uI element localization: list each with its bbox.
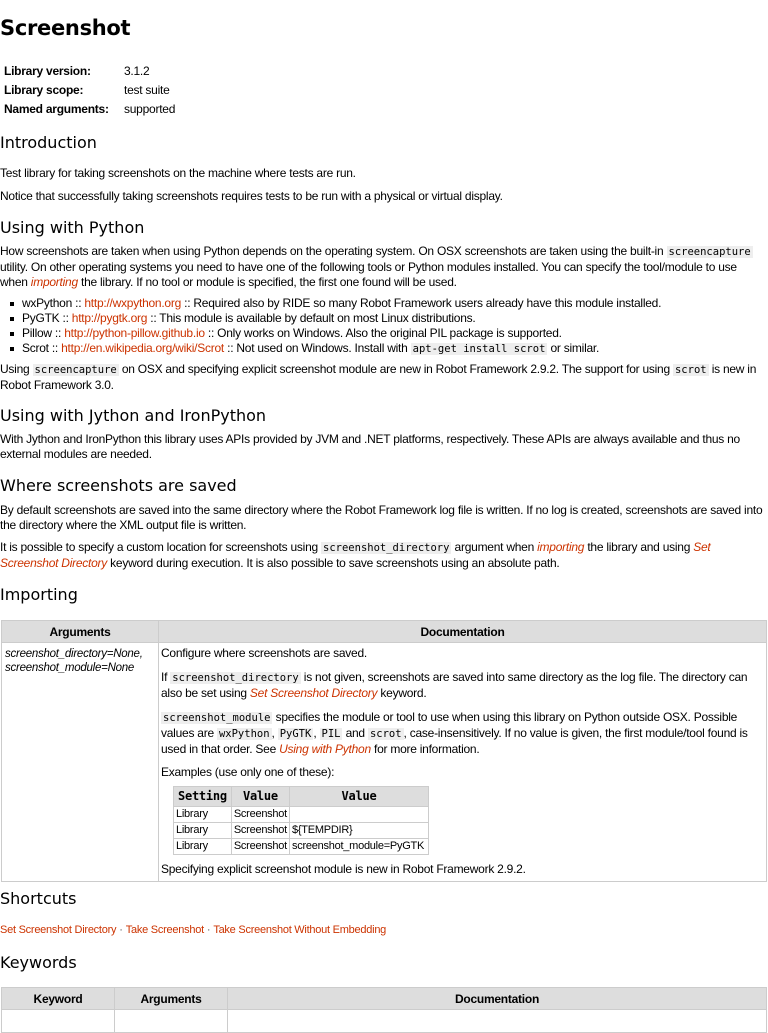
column-header-arguments: Arguments [2, 621, 159, 643]
list-item: Scrot :: http://en.wikipedia.org/wiki/Scrot :: Not used on Windows. Install with apt-get install scrot or similar. [10, 341, 661, 357]
link-using-with-python[interactable]: Using with Python [279, 742, 371, 756]
list-item: PyGTK :: http://pygtk.org :: This module is available by default on most Linux distributions. [10, 311, 661, 326]
list-item: Pillow :: http://python-pillow.github.io :: Only works on Windows. Also the original PIL package is supported. [10, 326, 661, 341]
saved-paragraph-1: By default screenshots are saved into the same directory where the Robot Framework log file is written. If no log is created, screenshots are saved into the directory where the XML output file is written. [0, 503, 763, 532]
shortcut-take-screenshot[interactable]: Take Screenshot [125, 924, 204, 936]
import-arguments: screenshot_directory=None, screenshot_module=None [2, 643, 159, 882]
doc-paragraph: screenshot_module specifies the module or tool to use when using this library on Python outside OSX. Possible values are wxPython , PyGTK , PIL and scrot , case-insensitively. If no value is given, the first module/tool found is used in that order. See Using with Python for more information. [161, 710, 748, 756]
meta-key: Library scope: [4, 82, 84, 97]
heading-introduction: Introduction [0, 133, 97, 152]
meta-row [4, 61, 175, 80]
shortcut-set-screenshot-directory[interactable]: Set Screenshot Directory [0, 924, 117, 936]
heading-using-python: Using with Python [0, 218, 145, 237]
heading-keywords: Keywords [0, 953, 77, 972]
code-screencapture: screencapture [668, 246, 751, 258]
meta-value: test suite [124, 82, 170, 97]
doc-paragraph: If screenshot_directory is not given, screenshots are saved into same directory as the log file. The directory can also be set using Set Screenshot Directory keyword. [161, 670, 748, 700]
keywords-table [1, 987, 767, 1033]
link-set-screenshot-directory[interactable]: Set Screenshot Directory [249, 686, 378, 700]
example-header: Value [231, 787, 289, 807]
link-set-screenshot-directory[interactable]: Set Screenshot Directory [0, 540, 711, 570]
python-paragraph-2: Using screencapture on OSX and specifying explicit screenshot module are new in Robot Framework 2.9.2. The support for using scrot is new in Robot Framework 3.0. [0, 362, 757, 392]
list-item: wxPython :: http://wxpython.org :: Required also by RIDE so many Robot Framework users already have this module installed. [10, 296, 661, 311]
link-wxpython[interactable]: http://wxpython.org [84, 296, 182, 310]
column-header-keyword: Keyword [2, 988, 115, 1010]
example-row: Library Screenshot [174, 807, 429, 823]
column-header-documentation: Documentation [228, 988, 767, 1010]
link-scrot[interactable]: http://en.wikipedia.org/wiki/Scrot [61, 341, 225, 355]
shortcut-take-screenshot-without-embedding[interactable]: Take Screenshot Without Embedding [213, 924, 387, 936]
link-importing[interactable]: importing [30, 275, 78, 289]
meta-row [4, 80, 175, 99]
link-importing[interactable]: importing [537, 540, 585, 554]
meta-key: Library version: [4, 63, 91, 78]
column-header-arguments: Arguments [115, 988, 228, 1010]
meta-key: Named arguments: [4, 101, 109, 116]
doc-paragraph: Specifying explicit screenshot module is new in Robot Framework 2.9.2. [161, 862, 526, 876]
shortcut-list: Set Screenshot Directory · Take Screenshot · Take Screenshot Without Embedding [0, 924, 387, 936]
module-list [10, 296, 661, 357]
meta-value: supported [124, 101, 176, 116]
import-documentation [159, 643, 767, 882]
column-header-documentation: Documentation [159, 621, 767, 643]
jython-paragraph: With Jython and IronPython this library uses APIs provided by JVM and .NET platforms, respectively. These APIs are always available and thus no external modules are needed. [0, 432, 740, 461]
example-header: Value [289, 787, 428, 807]
doc-paragraph: Configure where screenshots are saved. [161, 646, 367, 660]
importing-table [1, 620, 767, 882]
link-pygtk[interactable]: http://pygtk.org [71, 311, 148, 325]
python-paragraph-1: How screenshots are taken when using Python depends on the operating system. On OSX screenshots are taken using the built-in screencapture utility. On other operating systems you need to have one of the following tools or Python modules installed. You can specify the tool/module to use when importing the library. If no tool or module is specified, the first one found will be used. [0, 244, 751, 289]
saved-paragraph-2: It is possible to specify a custom location for screenshots using screenshot_directory argument when importing the library and using Set Screenshot Directory keyword during execution. It is also possible to save screenshots using an absolute path. [0, 540, 711, 570]
meta-row [4, 99, 175, 118]
intro-paragraph-1: Test library for taking screenshots on the machine where tests are run. [0, 166, 356, 180]
intro-paragraph-2: Notice that successfully taking screenshots requires tests to be run with a physical or virtual display. [0, 189, 503, 203]
library-metadata [4, 61, 175, 118]
example-row: Library Screenshot screenshot_module=PyGTK [174, 839, 429, 855]
example-row: Library Screenshot ${TEMPDIR} [174, 823, 429, 839]
doc-paragraph: Examples (use only one of these): [161, 765, 335, 779]
heading-importing: Importing [0, 585, 78, 604]
example-header: Setting [174, 787, 232, 807]
example-table [173, 786, 429, 855]
heading-where-saved: Where screenshots are saved [0, 476, 237, 495]
heading-using-jython: Using with Jython and IronPython [0, 406, 267, 425]
meta-value: 3.1.2 [124, 63, 150, 78]
link-pillow[interactable]: http://python-pillow.github.io [64, 326, 205, 340]
heading-shortcuts: Shortcuts [0, 889, 77, 908]
page-title: Screenshot [0, 16, 131, 40]
